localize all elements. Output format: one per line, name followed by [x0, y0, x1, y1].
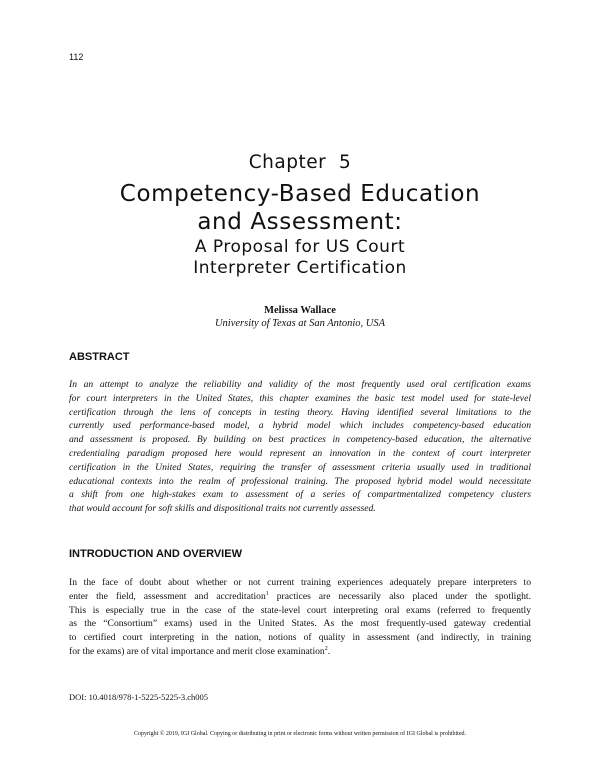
- author-affiliation: University of Texas at San Antonio, USA: [214, 318, 386, 329]
- abstract-line: educational contexts into the realm of professional training. The proposed hybrid model would necessitate: [69, 475, 531, 487]
- footnote-marker: 2: [324, 645, 328, 652]
- subtitle-line: Interpreter Certification: [193, 258, 407, 278]
- abstract-line: and assessment is proposed. By building on best practices in competency-based education, the alternative: [69, 434, 531, 446]
- introduction-text: [69, 576, 531, 659]
- abstract-line: credentialing paradigm proposed here would represent an innovation in the context of court interpreter: [69, 447, 531, 459]
- abstract-text: [69, 378, 531, 516]
- chapter-subtitle: [0, 237, 600, 279]
- intro-line: In the face of doubt about whether or not current training experiences adequately prepare interpreters to: [69, 577, 531, 588]
- doi: DOI: 10.4018/978-1-5225-5225-3.ch005: [69, 692, 209, 702]
- abstract-line: certification through the lens of concepts in testing theory. Having identified several limitations to the: [69, 406, 531, 418]
- footnote-marker: 1: [265, 590, 269, 597]
- introduction-heading: INTRODUCTION AND OVERVIEW: [69, 548, 242, 560]
- intro-line-part: .: [327, 645, 331, 657]
- intro-line-part: for the exams) are of vital importance and merit close examination: [69, 645, 325, 657]
- abstract-line: In an attempt to analyze the reliability and validity of the most frequently used oral certification exams: [69, 379, 531, 390]
- intro-line: This is especially true in the case of the state-level court interpreting oral exams (referred to frequently: [69, 604, 531, 616]
- subtitle-line: A Proposal for US Court: [194, 237, 406, 257]
- copyright-notice: Copyright © 2019, IGI Global. Copying or distributing in print or electronic forms without written permission of IGI Global is prohibited.: [133, 731, 466, 737]
- intro-line: to certified court interpreting in the nation, notions of quality in assessment (and indirectly, in training: [69, 632, 531, 644]
- chapter-title: [0, 180, 600, 236]
- page-number: 112: [69, 52, 84, 62]
- intro-line-part: enter the field, assessment and accreditation: [69, 590, 266, 602]
- abstract-line: that would account for soft skills and dispositional traits not currently assessed.: [69, 503, 376, 515]
- chapter-label: [0, 152, 600, 173]
- chapter-number: 5: [338, 152, 352, 173]
- intro-line: [69, 645, 531, 659]
- abstract-line: certification in the United States, requiring the transfer of assessment criteria usually used in traditional: [69, 461, 531, 473]
- abstract-line: for court interpreters in the United States, this chapter examines the basic test model used for state-level: [69, 392, 531, 404]
- abstract-line: a shift from one high-stakes exam to assessment of a series of compartmentalized competency clusters: [69, 489, 531, 501]
- title-line: Competency-Based Education: [119, 181, 481, 207]
- author-name: Melissa Wallace: [264, 305, 336, 316]
- abstract-line: currently used performance-based model, a hybrid model which includes competency-based education: [69, 420, 531, 432]
- abstract-heading: ABSTRACT: [69, 351, 130, 363]
- intro-line: [69, 590, 531, 604]
- intro-line-part: practices are necessarily also placed under the spotlight.: [268, 590, 532, 602]
- intro-line: as the “Consortium” exams) used in the United States. As the most frequently-used gateway credential: [69, 618, 531, 630]
- chapter-word: Chapter: [248, 152, 327, 173]
- title-line: and Assessment:: [197, 209, 403, 235]
